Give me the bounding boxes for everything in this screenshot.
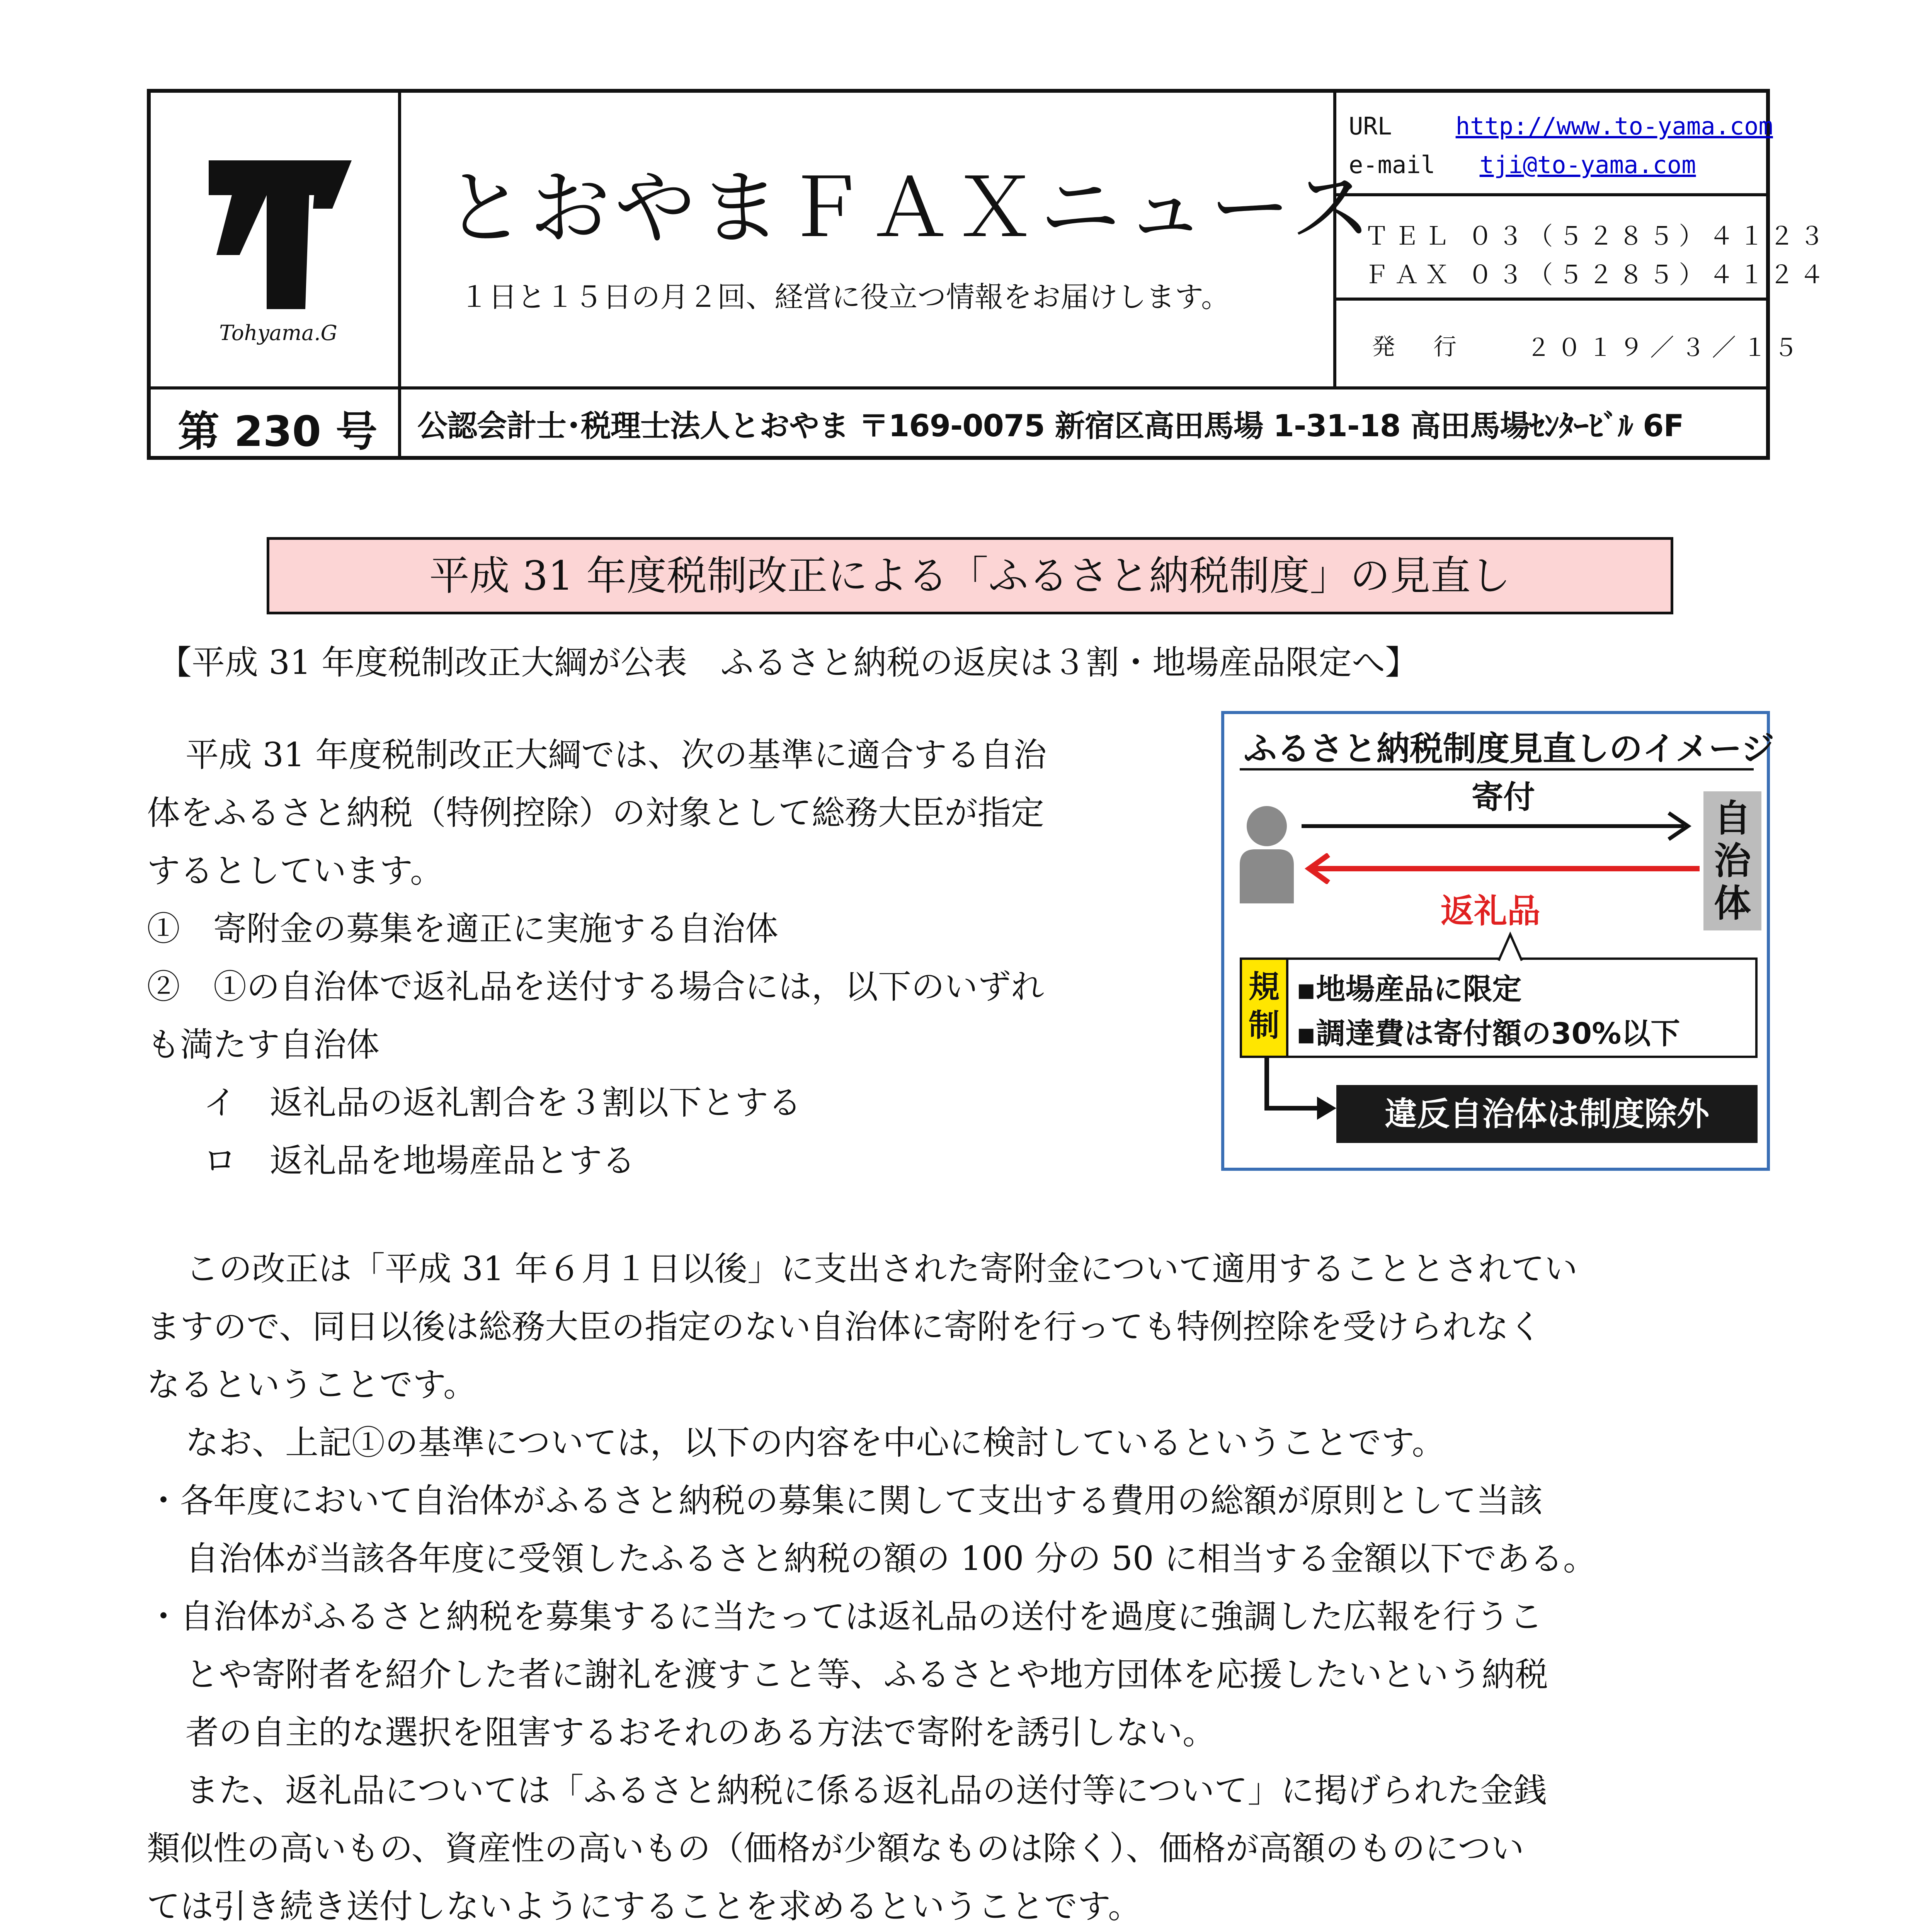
masthead: [147, 89, 1830, 460]
email-link[interactable]: tji@to-yama.com: [1479, 151, 1696, 179]
figure-divider: [1240, 768, 1754, 770]
gift-arrow-icon: [1302, 853, 1700, 884]
regulation-item: ▪調達費は寄付額の30%以下: [1296, 1016, 1680, 1051]
paragraph-line: なお、上記①の基準については，以下の内容を中心に検討しているということです。: [185, 1423, 1445, 1462]
paragraph-line: 平成 31 年度税制改正大綱では、次の基準に適合する自治: [185, 736, 1047, 774]
outcome-arrow-icon: [1259, 1058, 1336, 1135]
bullet-line: とや寄附者を紹介した者に謝礼を渡すこと等、ふるさとや地方団体を応援したいという納税: [185, 1655, 1548, 1694]
paragraph-line: ては引き続き送付しないようにすることを求めるということです。: [147, 1887, 1142, 1926]
paragraph-line: 体をふるさと納税（特例控除）の対象として総務大臣が指定: [147, 794, 1044, 832]
email-label: e-mail: [1349, 151, 1435, 179]
list-item: ロ 返礼品を地場産品とする: [170, 1141, 635, 1180]
municipality-char: 自: [1714, 797, 1751, 840]
gift-label: 返礼品: [1441, 892, 1540, 930]
regulation-tag: [1242, 960, 1288, 1056]
paragraph-line: また、返礼品については「ふるさと納税に係る返礼品の送付等について」に掲げられた金銭: [185, 1771, 1547, 1810]
article-subhead: 【平成 31 年度税制改正大綱が公表 ふるさと納税の返戻は３割・地場産品限定へ】: [158, 643, 1419, 682]
website-link[interactable]: http://www.to-yama.com: [1455, 112, 1773, 140]
donation-label: 寄付: [1472, 779, 1535, 816]
newsletter-tagline: １日と１５日の月２回、経営に役立つ情報をお届けします。: [460, 281, 1230, 314]
tel-number: ＴＥＬ ０３（５２８５）４１２３: [1364, 222, 1830, 251]
logo: [151, 93, 398, 386]
bullet-line: 者の自主的な選択を阻害するおそれのある方法で寄附を誘引しない。: [185, 1713, 1216, 1752]
list-item: ① 寄附金の募集を適正に実施する自治体: [147, 910, 778, 948]
fax-number: ＦＡＸ ０３（５２８５）４１２４: [1364, 261, 1830, 289]
paragraph-line: ますので、同日以後は総務大臣の指定のない自治体に寄附を行っても特例控除を受けられなく: [147, 1308, 1542, 1346]
issue-date: ２０１９／３／１５: [1526, 333, 1805, 362]
figure-title: ふるさと納税制度見直しのイメージ: [1244, 730, 1775, 768]
article-headline: 平成 31 年度税制改正による「ふるさと納税制度」の見直し: [267, 537, 1673, 614]
issue-label: 発 行: [1372, 333, 1472, 361]
regulation-char: 規: [1249, 969, 1280, 1005]
masthead-divider: [1333, 298, 1766, 301]
paragraph-line: するとしています。: [147, 852, 444, 890]
url-row: [1349, 112, 1773, 140]
paragraph-line: この改正は「平成 31 年６月１日以後」に支出された寄附金について適用することとされてい: [185, 1250, 1578, 1288]
donation-arrow-icon: [1302, 811, 1700, 842]
logo-caption: Tohyama.G: [219, 321, 337, 345]
url-label: URL: [1349, 112, 1392, 140]
reform-illustration: [1221, 711, 1775, 1171]
masthead-divider: [398, 93, 401, 456]
regulation-char: 制: [1249, 1007, 1280, 1043]
bullet-line: ・自治体がふるさと納税を募集するに当たっては返礼品の送付を過度に強調した広報を行うこ: [147, 1597, 1543, 1636]
issue-number: 第 230 号: [178, 408, 378, 456]
paragraph-line: なるということです。: [147, 1366, 477, 1404]
callout-notch-icon: [1495, 930, 1526, 961]
person-icon: [1236, 803, 1298, 903]
masthead-divider: [151, 386, 1766, 389]
list-item: ② ①の自治体で返礼品を送付する場合には，以下のいずれ: [147, 968, 1044, 1006]
regulation-item: ▪地場産品に限定: [1296, 972, 1522, 1006]
regulation-box: [1240, 957, 1758, 1058]
email-row: [1349, 151, 1696, 179]
outcome-banner: 違反自治体は制度除外: [1336, 1085, 1758, 1143]
paragraph-line: 類似性の高いもの、資産性の高いもの（価格が少額なものは除く）、価格が高額のものについ: [147, 1829, 1524, 1868]
municipality-char: 治: [1714, 839, 1751, 883]
bullet-line: ・各年度において自治体がふるさと納税の募集に関して支出する費用の総額が原則として当該: [147, 1481, 1543, 1520]
list-item: イ 返礼品の返礼割合を３割以下とする: [170, 1083, 801, 1122]
newsletter-title: とおやまＦＡＸニュース: [444, 161, 1376, 255]
list-item: も満たす自治体: [147, 1026, 379, 1064]
masthead-divider: [1333, 193, 1766, 196]
publisher-address: 公認会計士･税理士法人とおやま 〒169-0075 新宿区高田馬場 1-31-18 高田馬場ｾﾝﾀｰﾋﾞﾙ 6F: [417, 409, 1684, 444]
municipality-char: 体: [1714, 882, 1751, 925]
bullet-line: 自治体が当該各年度に受領したふるさと納税の額の 100 分の 50 に相当する金額以下である。: [185, 1539, 1596, 1578]
municipality-box: [1703, 791, 1761, 930]
